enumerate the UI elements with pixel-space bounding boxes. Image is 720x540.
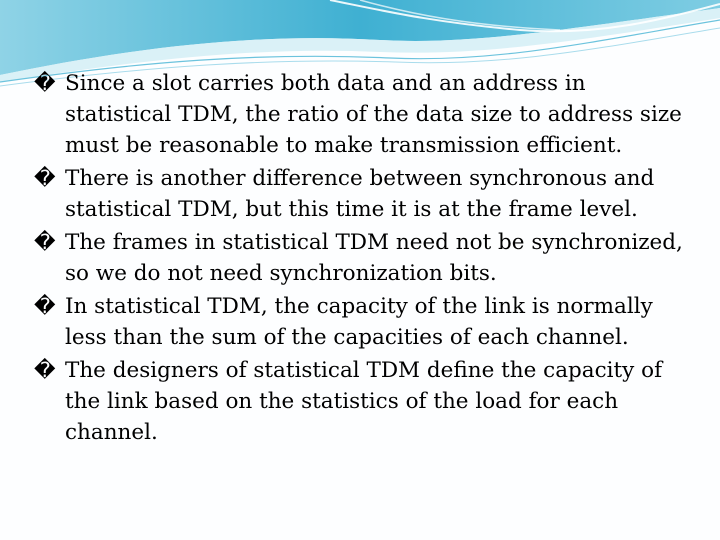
bullet-marker: � (34, 294, 56, 318)
bullet-text: There is another difference between synchronous and statistical TDM, but this time it is at the frame level. (65, 166, 655, 222)
bullet-item (34, 291, 694, 353)
bullet-text: The designers of statistical TDM define the capacity of the link based on the statistics of the load for each channel. (65, 358, 663, 445)
bullet-marker: � (34, 71, 56, 95)
bullet-item (34, 163, 694, 225)
bullet-text: The frames in statistical TDM need not be synchronized, so we do not need synchronization bits. (65, 230, 683, 286)
bullet-marker: � (34, 166, 56, 190)
bullet-item (34, 68, 694, 161)
bullet-list (34, 68, 694, 450)
bullet-text: Since a slot carries both data and an address in statistical TDM, the ratio of the data size to address size must be reasonable to make transmission efficient. (65, 71, 682, 158)
bullet-item (34, 227, 694, 289)
bullet-text: In statistical TDM, the capacity of the link is normally less than the sum of the capacities of each channel. (65, 294, 653, 350)
bullet-marker: � (34, 358, 56, 382)
bullet-item (34, 355, 694, 448)
bullet-marker: � (34, 230, 56, 254)
